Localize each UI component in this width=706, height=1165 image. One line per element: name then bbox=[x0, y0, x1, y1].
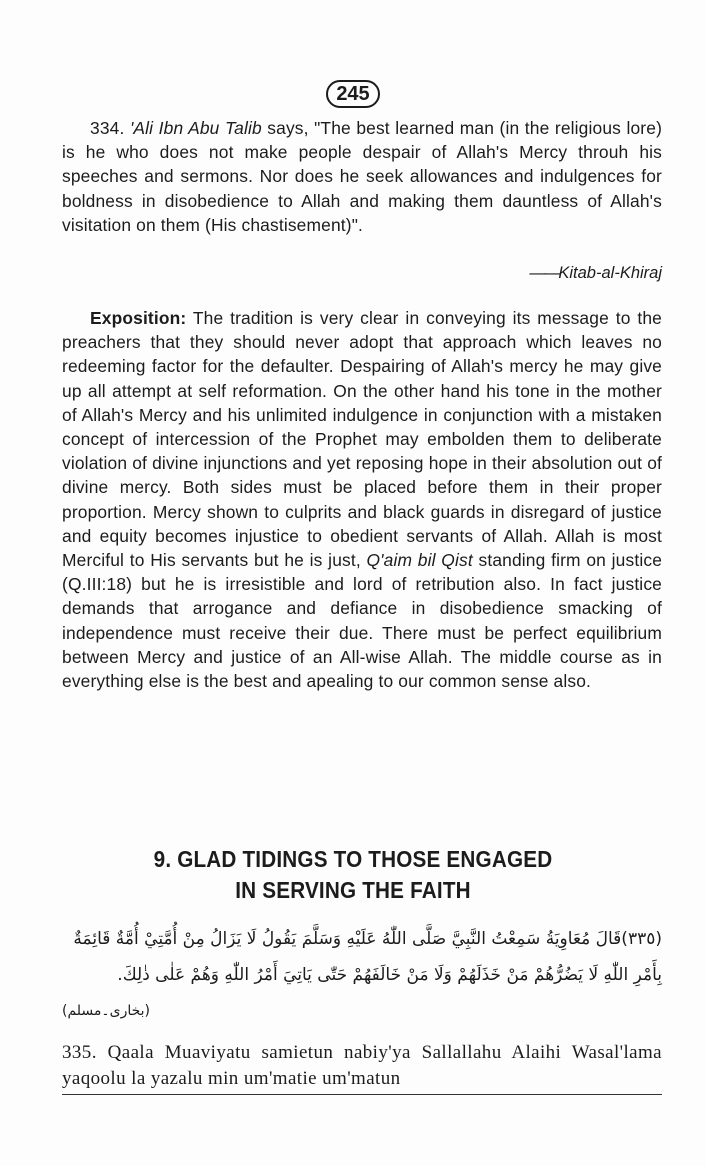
section-heading bbox=[35, 844, 670, 906]
arabic-reference: (بخاری۔مسلم) bbox=[62, 1003, 150, 1019]
arabic-text-line-1: (٣٣٥)قَالَ مُعَاوِيَةُ سَمِعْتُ النَّبِيَّ صَلَّى اللّٰهُ عَلَيْهِ وَسَلَّمَ يَقُولُ لَا يَزَالُ مِنْ أُمَّتِيْ أُمَّةٌ قَائِمَةٌ bbox=[73, 929, 662, 949]
section-heading-line-2: IN SERVING THE FAITH bbox=[235, 877, 471, 903]
hadith-source bbox=[62, 262, 662, 284]
page-number-container bbox=[0, 80, 706, 108]
exposition-label: Exposition: bbox=[90, 308, 187, 328]
section-heading-line-1: 9. GLAD TIDINGS TO THOSE ENGAGED bbox=[153, 846, 553, 872]
exposition-text-1: The tradition is very clear in conveying its message to the preachers that they should never adopt that approach which leaves no redeeming factor for the defaulter. Despairing of Allah's mercy he may give up all attempt at self reformation. On the other hand his tone in the mother of Allah's Mercy and his unlimited indulgence in conjunction with a mistaken concept of intercession of the Prophet may embolden them to deliberate violation of divine injunctions and yet reposing hope in their absolution out of divine mercy. Both sides must be placed before them in their proper proportion. Mercy shown to culprits and black guards in disregard of justice and equity becomes injustice to obedient servants of Allah. Allah is most Merciful to His servants but he is just, bbox=[62, 308, 662, 571]
source-title: Kitab-al-Khiraj bbox=[558, 264, 662, 282]
transliteration-paragraph: 335. Qaala Muaviyatu samietun nabiy'ya Sallallahu Alaihi Wasal'lama yaqoolu la yazalu min um'matie um'matun bbox=[62, 1042, 662, 1089]
hadith-text: says, "The best learned man (in the religious lore) is he who does not make people despair of Allah's Mercy throuh his speeches and sermons. Nor does he seek allowances and indulgences for boldness in disobedience to Allah and making them dauntless of Allah's visitation on them (His chastisement)". bbox=[62, 118, 663, 235]
arabic-text-line-2: بِأَمْرِ اللّٰهِ لَا يَضُرُّهُمْ مَنْ خَذَلَهُمْ وَلَا مَنْ خَالَفَهُمْ حَتّٰى يَاتِيَ أَمْرُ اللّٰهِ وَهُمْ عَلٰى ذٰلِكَ. bbox=[117, 965, 662, 985]
page-number: 245 bbox=[326, 80, 379, 108]
exposition-italic-term: Q'aim bil Qist bbox=[366, 550, 473, 571]
hadith-number: 334. bbox=[90, 118, 125, 138]
exposition-text-2: standing firm on justice (Q.III:18) but he is irresistible and lord of retribution also. In fact justice demands that arrogance and defiance in disobedience smacking of independence must receive their due. There must be perfect equilibrium between Mercy and justice of an All-wise Allah. The middle course as in everything else is the best and apealing to our common sense also. bbox=[62, 550, 663, 692]
footer-rule bbox=[62, 1094, 662, 1095]
source-dash: —— bbox=[529, 264, 559, 282]
exposition-paragraph bbox=[62, 306, 662, 693]
hadith-334-paragraph bbox=[62, 116, 662, 237]
narrator-name: 'Ali Ibn Abu Talib bbox=[129, 118, 262, 138]
